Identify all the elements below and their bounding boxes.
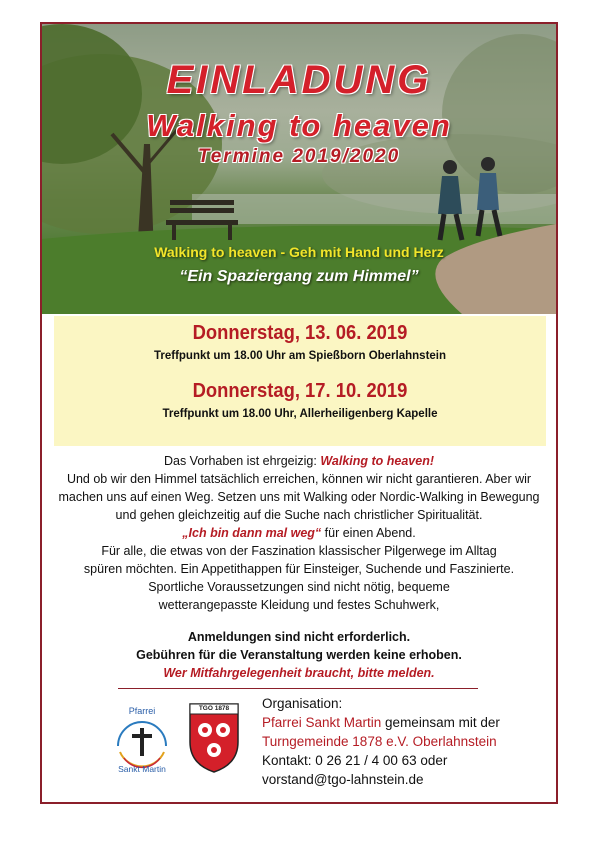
text-line: Für alle, die etwas von der Faszination klassischer Pilgerwege im Alltag [101, 544, 497, 558]
club-badge-text: TGO 1878 [198, 705, 230, 712]
subtitle: Walking to heaven [146, 108, 452, 143]
header-photo [42, 24, 556, 314]
text-line: spüren möchten. Ein Appetithappen für Einsteiger, Suchende und Faszinierte. [83, 562, 515, 576]
parish-name: Pfarrei Sankt Martin [262, 715, 382, 730]
club-name: Turngemeinde 1878 e.V. Oberlahnstein [262, 734, 497, 749]
motto-highlight: „Ich bin dann mal weg“ [182, 526, 322, 540]
text-line: Sportliche Voraussetzungen sind nicht nötig, bequeme [148, 580, 450, 594]
parish-logo-top-text: Pfarrei [128, 706, 156, 716]
event-info: Treffpunkt um 18.00 Uhr, Allerheiligenberg Kapelle [162, 408, 438, 420]
motto-line [42, 524, 556, 542]
fees-note: Gebühren für die Veranstaltung werden keine erhoben. [136, 648, 462, 662]
carpool-note: Wer Mitfahrgelegenheit braucht, bitte melden. [163, 666, 435, 680]
contact-email[interactable]: vorstand@tgo-lahnstein.de [262, 772, 424, 787]
intro-line [42, 452, 556, 470]
notes [42, 628, 556, 682]
parish-logo-bottom-text: Sankt Martin [118, 764, 166, 774]
event-dates-box [54, 316, 546, 446]
organisation-block [262, 694, 500, 789]
text-line: wetterangepasste Kleidung und festes Schuhwerk, [158, 598, 440, 612]
intro-highlight: Walking to heaven! [320, 454, 435, 468]
motto-suffix: für einen Abend. [321, 526, 416, 540]
divider [118, 688, 478, 689]
event-date: Donnerstag, 17. 10. 2019 [192, 380, 408, 402]
club-logo [188, 702, 240, 774]
contact-phone: Kontakt: 0 26 21 / 4 00 63 oder [262, 753, 448, 768]
tagline: Walking to heaven - Geh mit Hand und Herz [154, 244, 444, 260]
intro-prefix: Das Vorhaben ist ehrgeizig: [163, 454, 321, 468]
organisation-line-parish [262, 713, 500, 732]
text-line: Und ob wir den Himmel tatsächlich erreichen, können wir nicht garantieren. Aber wir [66, 472, 532, 486]
organisation-label: Organisation: [262, 696, 343, 711]
event-date: Donnerstag, 13. 06. 2019 [192, 322, 408, 344]
text-line: und gehen gleichzeitig auf die Suche nach christlicher Spiritualität. [115, 508, 483, 522]
title: EINLADUNG [166, 58, 432, 102]
dates-label: Termine 2019/2020 [197, 146, 401, 167]
registration-note: Anmeldungen sind nicht erforderlich. [187, 630, 411, 644]
text-line: machen uns auf einen Weg. Setzen uns mit Walking oder Nordic-Walking in Bewegung [58, 490, 540, 504]
parish-logo [106, 706, 178, 778]
quote: “Ein Spaziergang zum Himmel” [179, 268, 419, 285]
joint-text: gemeinsam mit der [381, 715, 500, 730]
description-text [42, 452, 556, 614]
event-info: Treffpunkt um 18.00 Uhr am Spießborn Oberlahnstein [153, 350, 447, 362]
flyer-frame [40, 22, 558, 804]
